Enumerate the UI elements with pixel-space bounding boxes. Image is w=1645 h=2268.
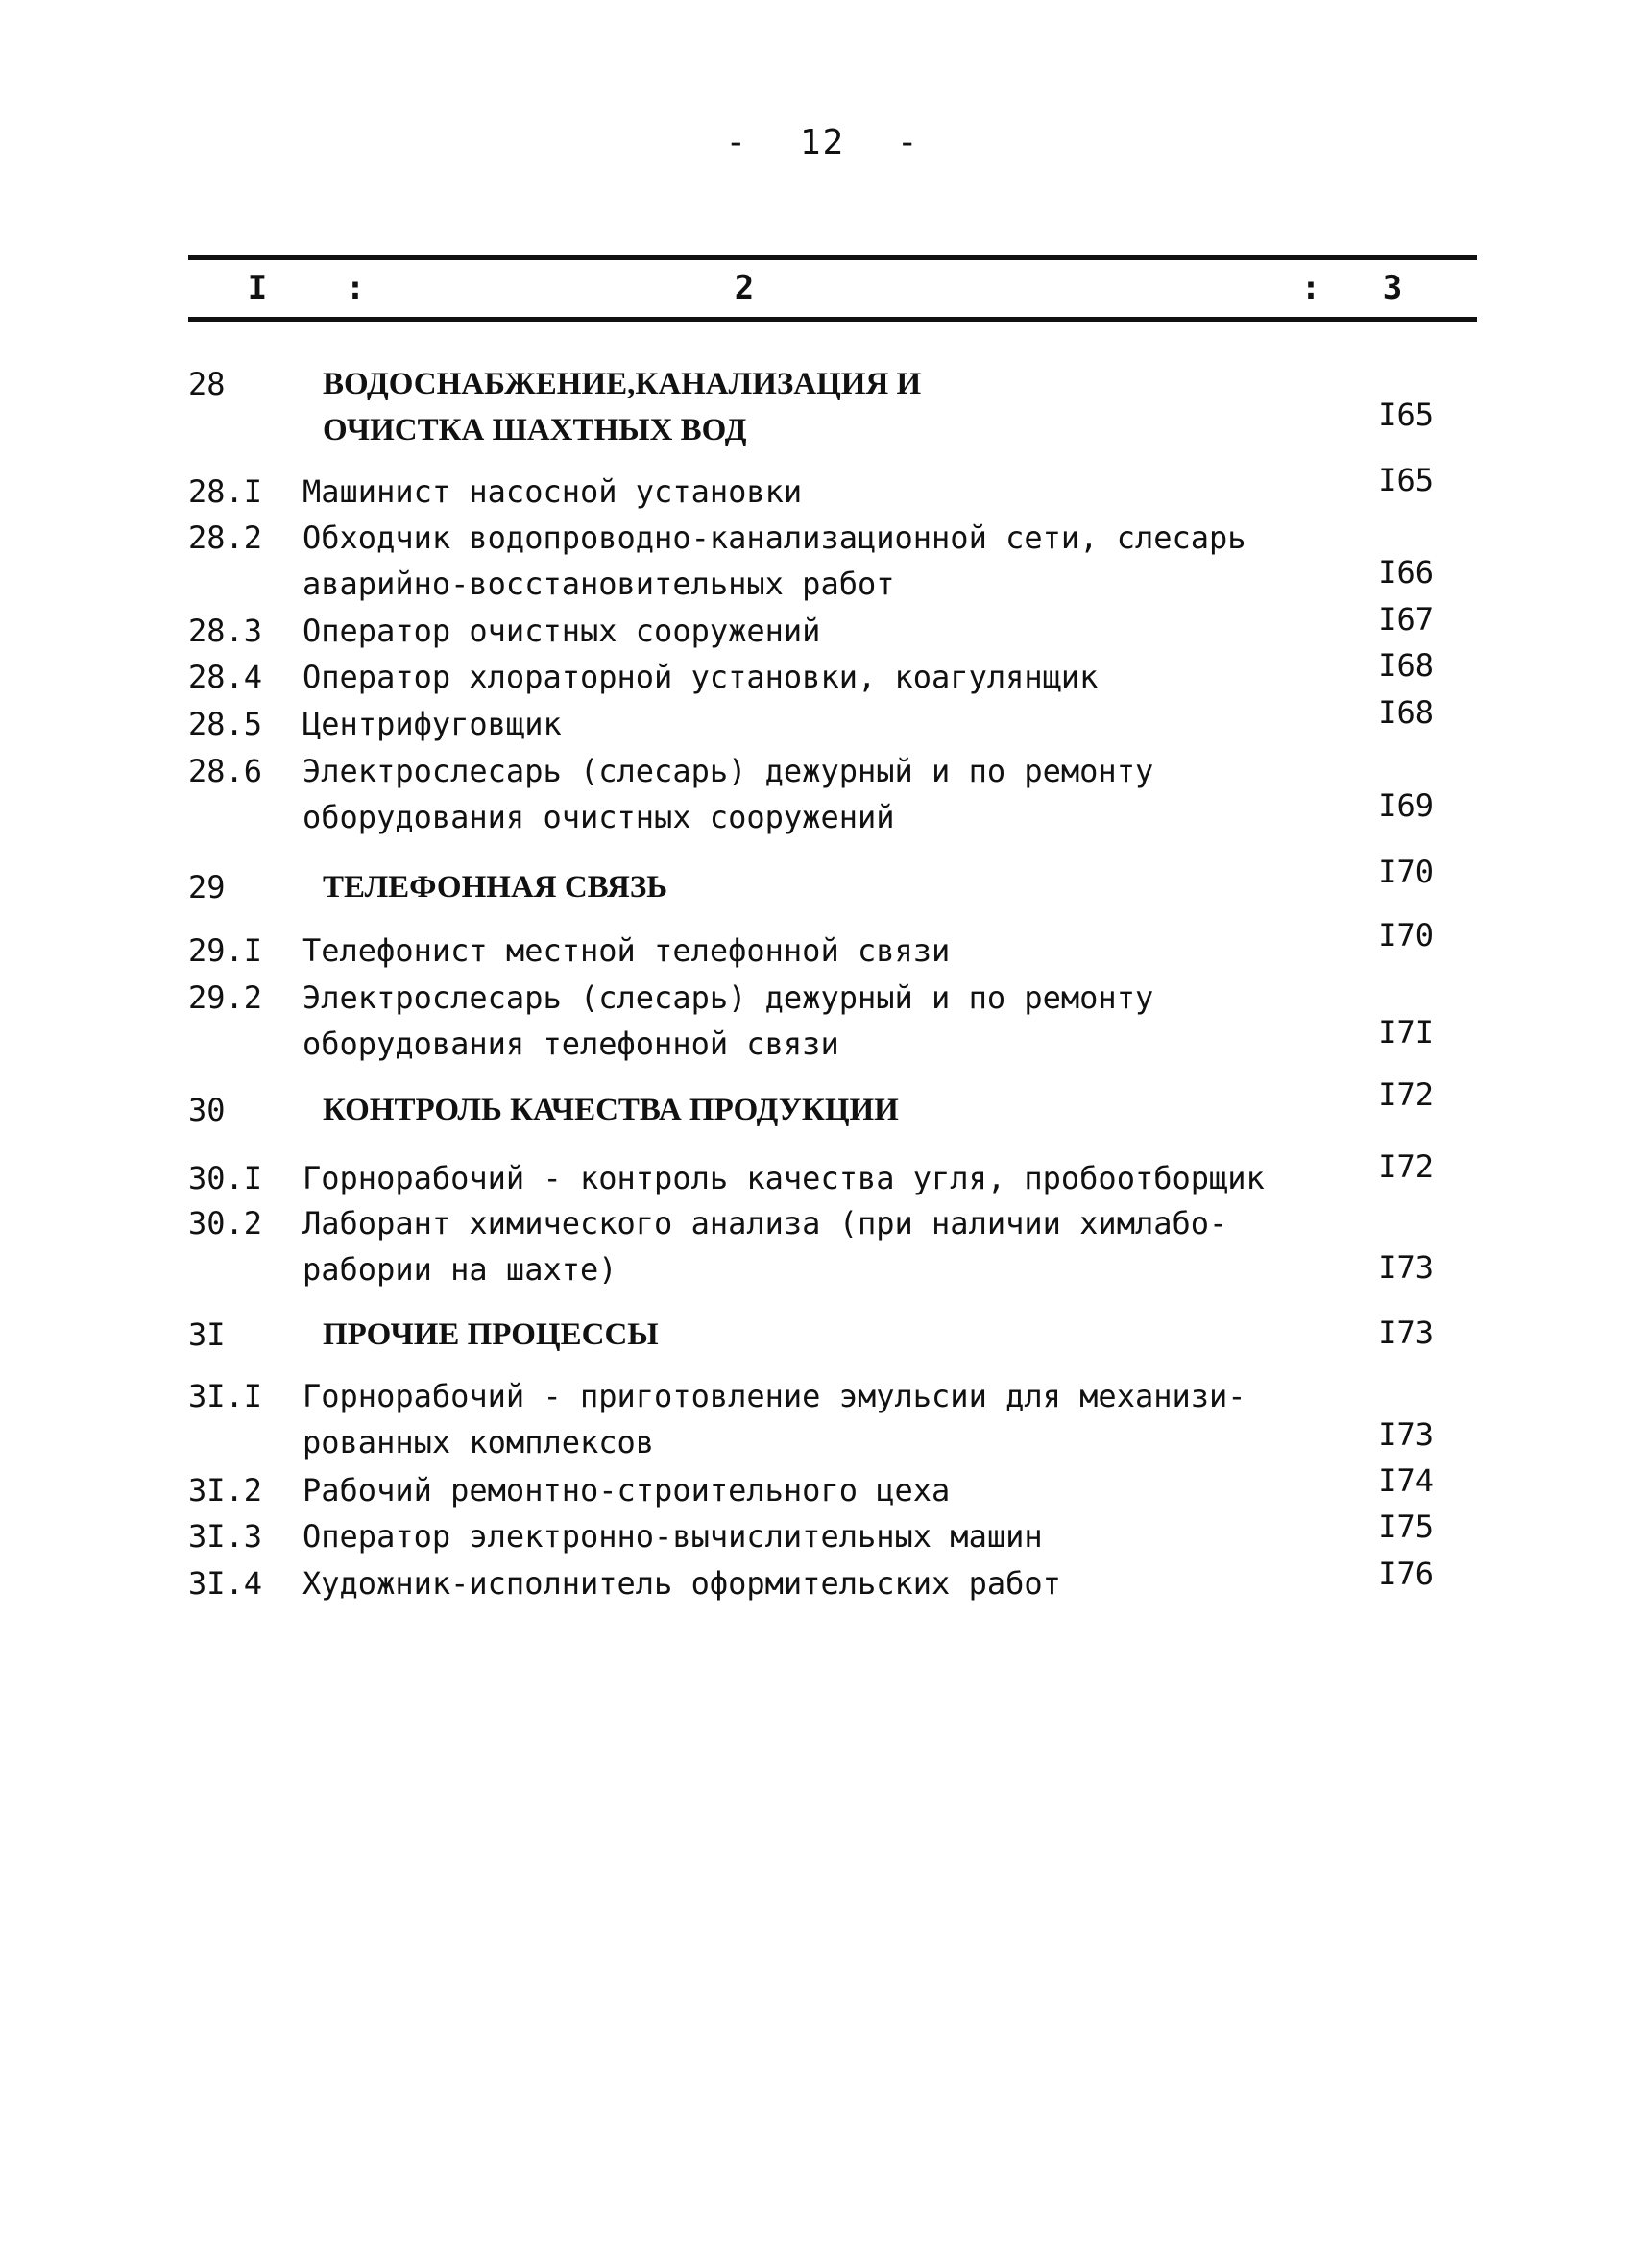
toc-title-line: Электрослесарь (слесарь) дежурный и по ремонту [302, 753, 1154, 789]
toc-title-line: Обходчик водопроводно-канализационной сети, слесарь [302, 519, 1246, 556]
toc-number: 30.I [188, 1160, 263, 1196]
page-number-dash-left: - [725, 123, 749, 162]
toc-number: 29.2 [188, 979, 263, 1016]
page-number [0, 123, 1645, 162]
toc-page: I69 [1378, 787, 1434, 824]
column-header-1: I [247, 269, 268, 307]
toc-title [302, 654, 1397, 700]
toc-number: 28.I [188, 473, 263, 510]
toc-title [302, 975, 1397, 1067]
toc-number: 3I [188, 1316, 226, 1353]
toc-number: 28.5 [188, 706, 263, 742]
toc-page: I72 [1378, 1076, 1434, 1113]
toc-number: 3I.2 [188, 1472, 263, 1508]
toc-number: 28.3 [188, 613, 263, 649]
toc-number: 3I.4 [188, 1565, 263, 1602]
toc-number: 30.2 [188, 1205, 263, 1242]
toc-number: 30 [188, 1092, 226, 1128]
toc-title [302, 1200, 1397, 1292]
toc-title-line: Горнорабочий - приготовление эмульсии для механизи- [302, 1378, 1246, 1414]
toc-number: 29.I [188, 932, 263, 969]
toc-title-line: рованных комплексов [302, 1424, 655, 1460]
column-header-3: 3 [1382, 269, 1403, 307]
toc-page: I67 [1378, 601, 1434, 638]
toc-title-line: КОНТРОЛЬ КАЧЕСТВА ПРОДУКЦИИ [323, 1093, 899, 1127]
toc-page: I68 [1378, 647, 1434, 684]
toc-number: 28.6 [188, 753, 263, 789]
toc-title-line: ОЧИСТКА ШАХТНЫХ ВОД [323, 413, 747, 447]
toc-title-line: ВОДОСНАБЖЕНИЕ,КАНАЛИЗАЦИЯ И [323, 367, 922, 401]
toc-number: 3I.3 [188, 1518, 263, 1555]
toc-page: I66 [1378, 554, 1434, 591]
toc-title-line: Лаборант химического анализа (при наличии химлабо- [302, 1205, 1228, 1242]
toc-page: I76 [1378, 1556, 1434, 1592]
toc-page: I68 [1378, 694, 1434, 731]
toc-title [323, 864, 1417, 910]
toc-title [302, 1155, 1397, 1201]
toc-title-line: ТЕЛЕФОННАЯ СВЯЗЬ [323, 870, 668, 905]
header-bottom-rule [188, 317, 1477, 322]
column-header-separator-2: : [1300, 269, 1321, 307]
toc-page: I73 [1378, 1416, 1434, 1453]
toc-number: 28 [188, 366, 226, 402]
toc-title-line: Рабочий ремонтно-строительного цеха [302, 1472, 951, 1508]
toc-title-line: Художник-исполнитель оформительских работ [302, 1565, 1061, 1602]
toc-title-line: оборудования телефонной связи [302, 1025, 839, 1062]
toc-page: I73 [1378, 1315, 1434, 1351]
toc-number: 28.2 [188, 519, 263, 556]
toc-title-line: оборудования очистных сооружений [302, 799, 895, 835]
toc-title [302, 701, 1397, 747]
toc-title-line: ПРОЧИЕ ПРОЦЕССЫ [323, 1317, 659, 1352]
column-header-2: 2 [734, 269, 755, 307]
toc-title [302, 1513, 1397, 1559]
toc-page: I65 [1378, 462, 1434, 498]
toc-title-line: Оператор очистных сооружений [302, 613, 821, 649]
toc-title [302, 748, 1397, 840]
toc-title-line: Центрифуговщик [302, 706, 562, 742]
toc-title-line: Оператор электронно-вычислительных машин [302, 1518, 1043, 1555]
toc-number: 28.4 [188, 659, 263, 695]
header-top-rule [188, 255, 1477, 260]
toc-title [302, 608, 1397, 654]
toc-title-line: Телефонист местной телефонной связи [302, 932, 951, 969]
toc-title [323, 1312, 1417, 1358]
toc-title [302, 1560, 1397, 1606]
page-number-dash-right: - [896, 123, 920, 162]
toc-title [323, 1087, 1417, 1133]
toc-page: I65 [1378, 397, 1434, 433]
toc-page: I70 [1378, 917, 1434, 953]
toc-number: 3I.I [188, 1378, 263, 1414]
toc-page: I72 [1378, 1148, 1434, 1185]
toc-page: I70 [1378, 854, 1434, 890]
toc-title-line: рабории на шахте) [302, 1251, 617, 1288]
toc-title-line: Машинист насосной установки [302, 473, 803, 510]
toc-page: I7I [1378, 1014, 1434, 1050]
toc-title [323, 361, 1417, 453]
toc-page: I74 [1378, 1462, 1434, 1499]
toc-title [302, 515, 1397, 607]
page-number-value: 12 [799, 123, 846, 162]
toc-title-line: Оператор хлораторной установки, коагулянщик [302, 659, 1099, 695]
toc-page: I75 [1378, 1508, 1434, 1545]
toc-title-line: аварийно-восстановительных работ [302, 566, 895, 602]
column-header-separator-1: : [345, 269, 366, 307]
toc-title [302, 928, 1397, 974]
toc-title [302, 1467, 1397, 1513]
toc-number: 29 [188, 869, 226, 905]
toc-title-line: Горнорабочий - контроль качества угля, пробоотборщик [302, 1160, 1265, 1196]
toc-title-line: Электрослесарь (слесарь) дежурный и по ремонту [302, 979, 1154, 1016]
toc-page: I73 [1378, 1249, 1434, 1286]
toc-title [302, 1373, 1397, 1465]
toc-title [302, 469, 1397, 515]
